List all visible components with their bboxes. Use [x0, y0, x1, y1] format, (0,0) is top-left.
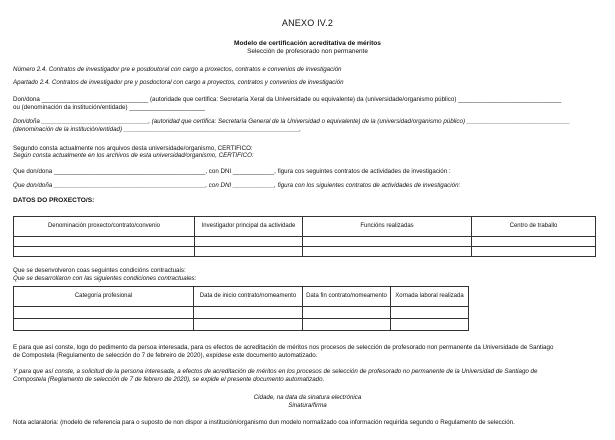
table-cell[interactable]: [14, 247, 195, 257]
person-es: Que don/doña ____________________________________________, con DNI ____________, figura con los siguientes contratos de actividades de investigación:: [13, 182, 461, 189]
table-row: [14, 237, 596, 247]
document-subtitle: Selección de profesorado non permanente: [247, 48, 368, 55]
closing-es-line1: Y para que así conste, a solicitud de la persona interesada, a efectos de acreditación de méritos en los procesos de selección de profesorado no permanente de la Universidad de Santiago de: [13, 368, 538, 375]
column-header: Funcións realizadas: [303, 217, 472, 237]
table-cell[interactable]: [303, 247, 472, 257]
table-cell[interactable]: [14, 319, 194, 331]
table-cell[interactable]: [14, 237, 195, 247]
table-cell[interactable]: [194, 319, 303, 331]
table-cell[interactable]: [303, 307, 391, 319]
table-cell[interactable]: [303, 319, 391, 331]
project-table-header: [14, 217, 596, 237]
table-cell[interactable]: [391, 307, 469, 319]
section-gl: Número 2.4. Contratos de investigador pre e posdoutoral con cargo a proxectos, contratos e convenios de investigación: [13, 66, 342, 73]
conditions-gl: Que se desenvolveron coas seguintes condicións contractuais:: [13, 267, 186, 274]
annex-title: ANEXO IV.2: [281, 18, 334, 28]
contract-table-header: [14, 287, 469, 307]
certifier-es-line2: (denominación de la institución/entidad) ___________________________________________________,: [13, 126, 301, 133]
column-header: Denominación proxecto/contrato/convenio: [14, 217, 195, 237]
table-cell[interactable]: [195, 247, 303, 257]
signature-label: Sinatura/firma: [288, 402, 327, 409]
clarifying-note: Nota aclaratoria: (modelo de referencia para o suposto de non dispor a institución/organismo dun modelo normalizado coa información requirida segundo o Regulamento de selección.: [13, 419, 515, 426]
table-cell[interactable]: [195, 237, 303, 247]
certifier-gl-line2: ou (denominación da institución/entidade) ______________________: [13, 104, 205, 111]
table-cell[interactable]: [472, 247, 596, 257]
project-table: [13, 216, 596, 257]
closing-gl-line2: de Compostela (Regulamento de selección do 7 de febreiro de 2020), expídese este documento automatizado.: [13, 352, 318, 359]
closing-es-line2: Compostela (Reglamento de selección de 7 de febrero de 2020), se expide el presente documento automatizado.: [13, 376, 325, 383]
table-cell[interactable]: [303, 237, 472, 247]
column-header: Categoría profesional: [14, 287, 194, 307]
certifier-es-line1: Don/doña _______________________________, (autoridad que certifica: Secretaría General de la Universidad o equivalente) de la (universidad/organismo público) ______________________________: [13, 118, 570, 125]
column-header: Investigador principal da actividade: [195, 217, 303, 237]
table-cell[interactable]: [391, 319, 469, 331]
table-cell[interactable]: [472, 237, 596, 247]
closing-gl-line1: E para que así conste, logo do pedimento da persoa interesada, para os efectos de acreditación de méritos nos procesos de selección de profesorado non permanente da Universidade de Santiago: [13, 344, 554, 351]
document-title: Modelo de certificación acreditativa de méritos: [234, 40, 381, 47]
certifier-gl-line1: Don/dona _______________________________ (autoridade que certifica: Secretaría Xeral da Universidade ou equivalente) da (universidade/organismo público) ______________________________: [13, 96, 562, 103]
section-es: Apartado 2.4. Contratos de investigador pre y posdoctoral con cargo a proyectos, contratos y convenios de investigación: [13, 79, 344, 86]
archives-es: Según consta actualmente en los archivos de esta universidad/organismo, CERTIFICO:: [13, 152, 254, 159]
contract-table: [13, 286, 469, 331]
person-gl: Que don/dona ____________________________________________, con DNI ____________, figura cos seguintes contratos de actividades de investigación :: [13, 168, 451, 175]
project-heading: DATOS DO PROXECTO/S:: [13, 197, 95, 204]
signature-place-date: Cidade, na data da sinatura electrónica: [253, 394, 362, 401]
column-header: Data fin contrato/nomeamento: [303, 287, 391, 307]
column-header: Data de inicio contrato/nomeamento: [194, 287, 303, 307]
conditions-es: Que se desarrollaron con las siguientes condiciones contractuales:: [13, 275, 197, 282]
archives-gl: Segundo consta actualmente nos arquivos desta universidade/organismo, CERTIFICO:: [13, 145, 253, 152]
column-header: Centro de traballo: [472, 217, 596, 237]
column-header: Xornada laboral realizada: [391, 287, 469, 307]
table-row: [14, 247, 596, 257]
table-row: [14, 307, 469, 319]
table-cell[interactable]: [14, 307, 194, 319]
table-cell[interactable]: [194, 307, 303, 319]
table-row: [14, 319, 469, 331]
